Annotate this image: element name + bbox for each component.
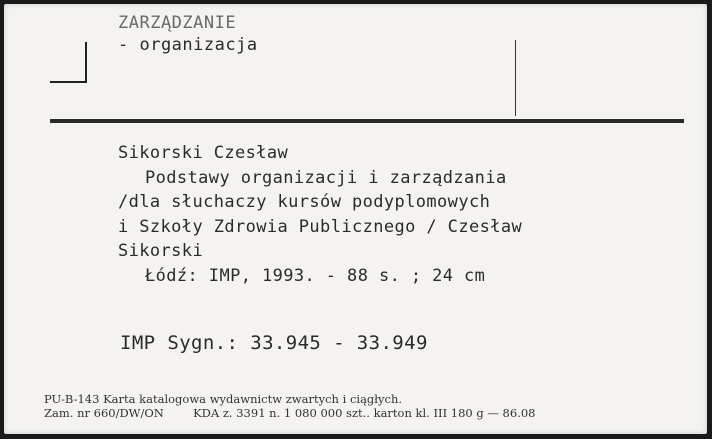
corner-mark-horizontal bbox=[50, 81, 87, 83]
vertical-guide-line bbox=[515, 40, 516, 116]
catalog-card bbox=[4, 4, 707, 434]
footer-line-2: Zam. nr 660/DW/ON KDA z. 3391 n. 1 080 000 szt.. karton kl. III 180 g — 86.08 bbox=[44, 406, 536, 420]
printer-footer bbox=[44, 392, 535, 420]
title-line: i Szkoły Zdrowia Publicznego / Czesław bbox=[118, 216, 523, 237]
title-line: /dla słuchaczy kursów podyplomowych bbox=[118, 192, 491, 212]
bibliographic-record bbox=[118, 141, 522, 288]
subject-term: ZARZĄDZANIE bbox=[118, 13, 237, 33]
subject-subdivision: - organizacja bbox=[118, 35, 258, 55]
call-number: IMP Sygn.: 33.945 - 33.949 bbox=[120, 332, 428, 354]
corner-mark-vertical bbox=[85, 42, 87, 82]
horizontal-rule bbox=[50, 119, 684, 123]
author-line: Sikorski Czesław bbox=[118, 143, 289, 163]
footer-line-1: PU-B-143 Karta katalogowa wydawnictw zwartych i ciągłych. bbox=[44, 392, 403, 406]
subject-heading bbox=[118, 12, 258, 56]
title-line: Sikorski bbox=[118, 241, 204, 261]
title-line: Podstawy organizacji i zarządzania bbox=[145, 167, 507, 188]
imprint-line: Łódź: IMP, 1993. - 88 s. ; 24 cm bbox=[145, 265, 486, 286]
